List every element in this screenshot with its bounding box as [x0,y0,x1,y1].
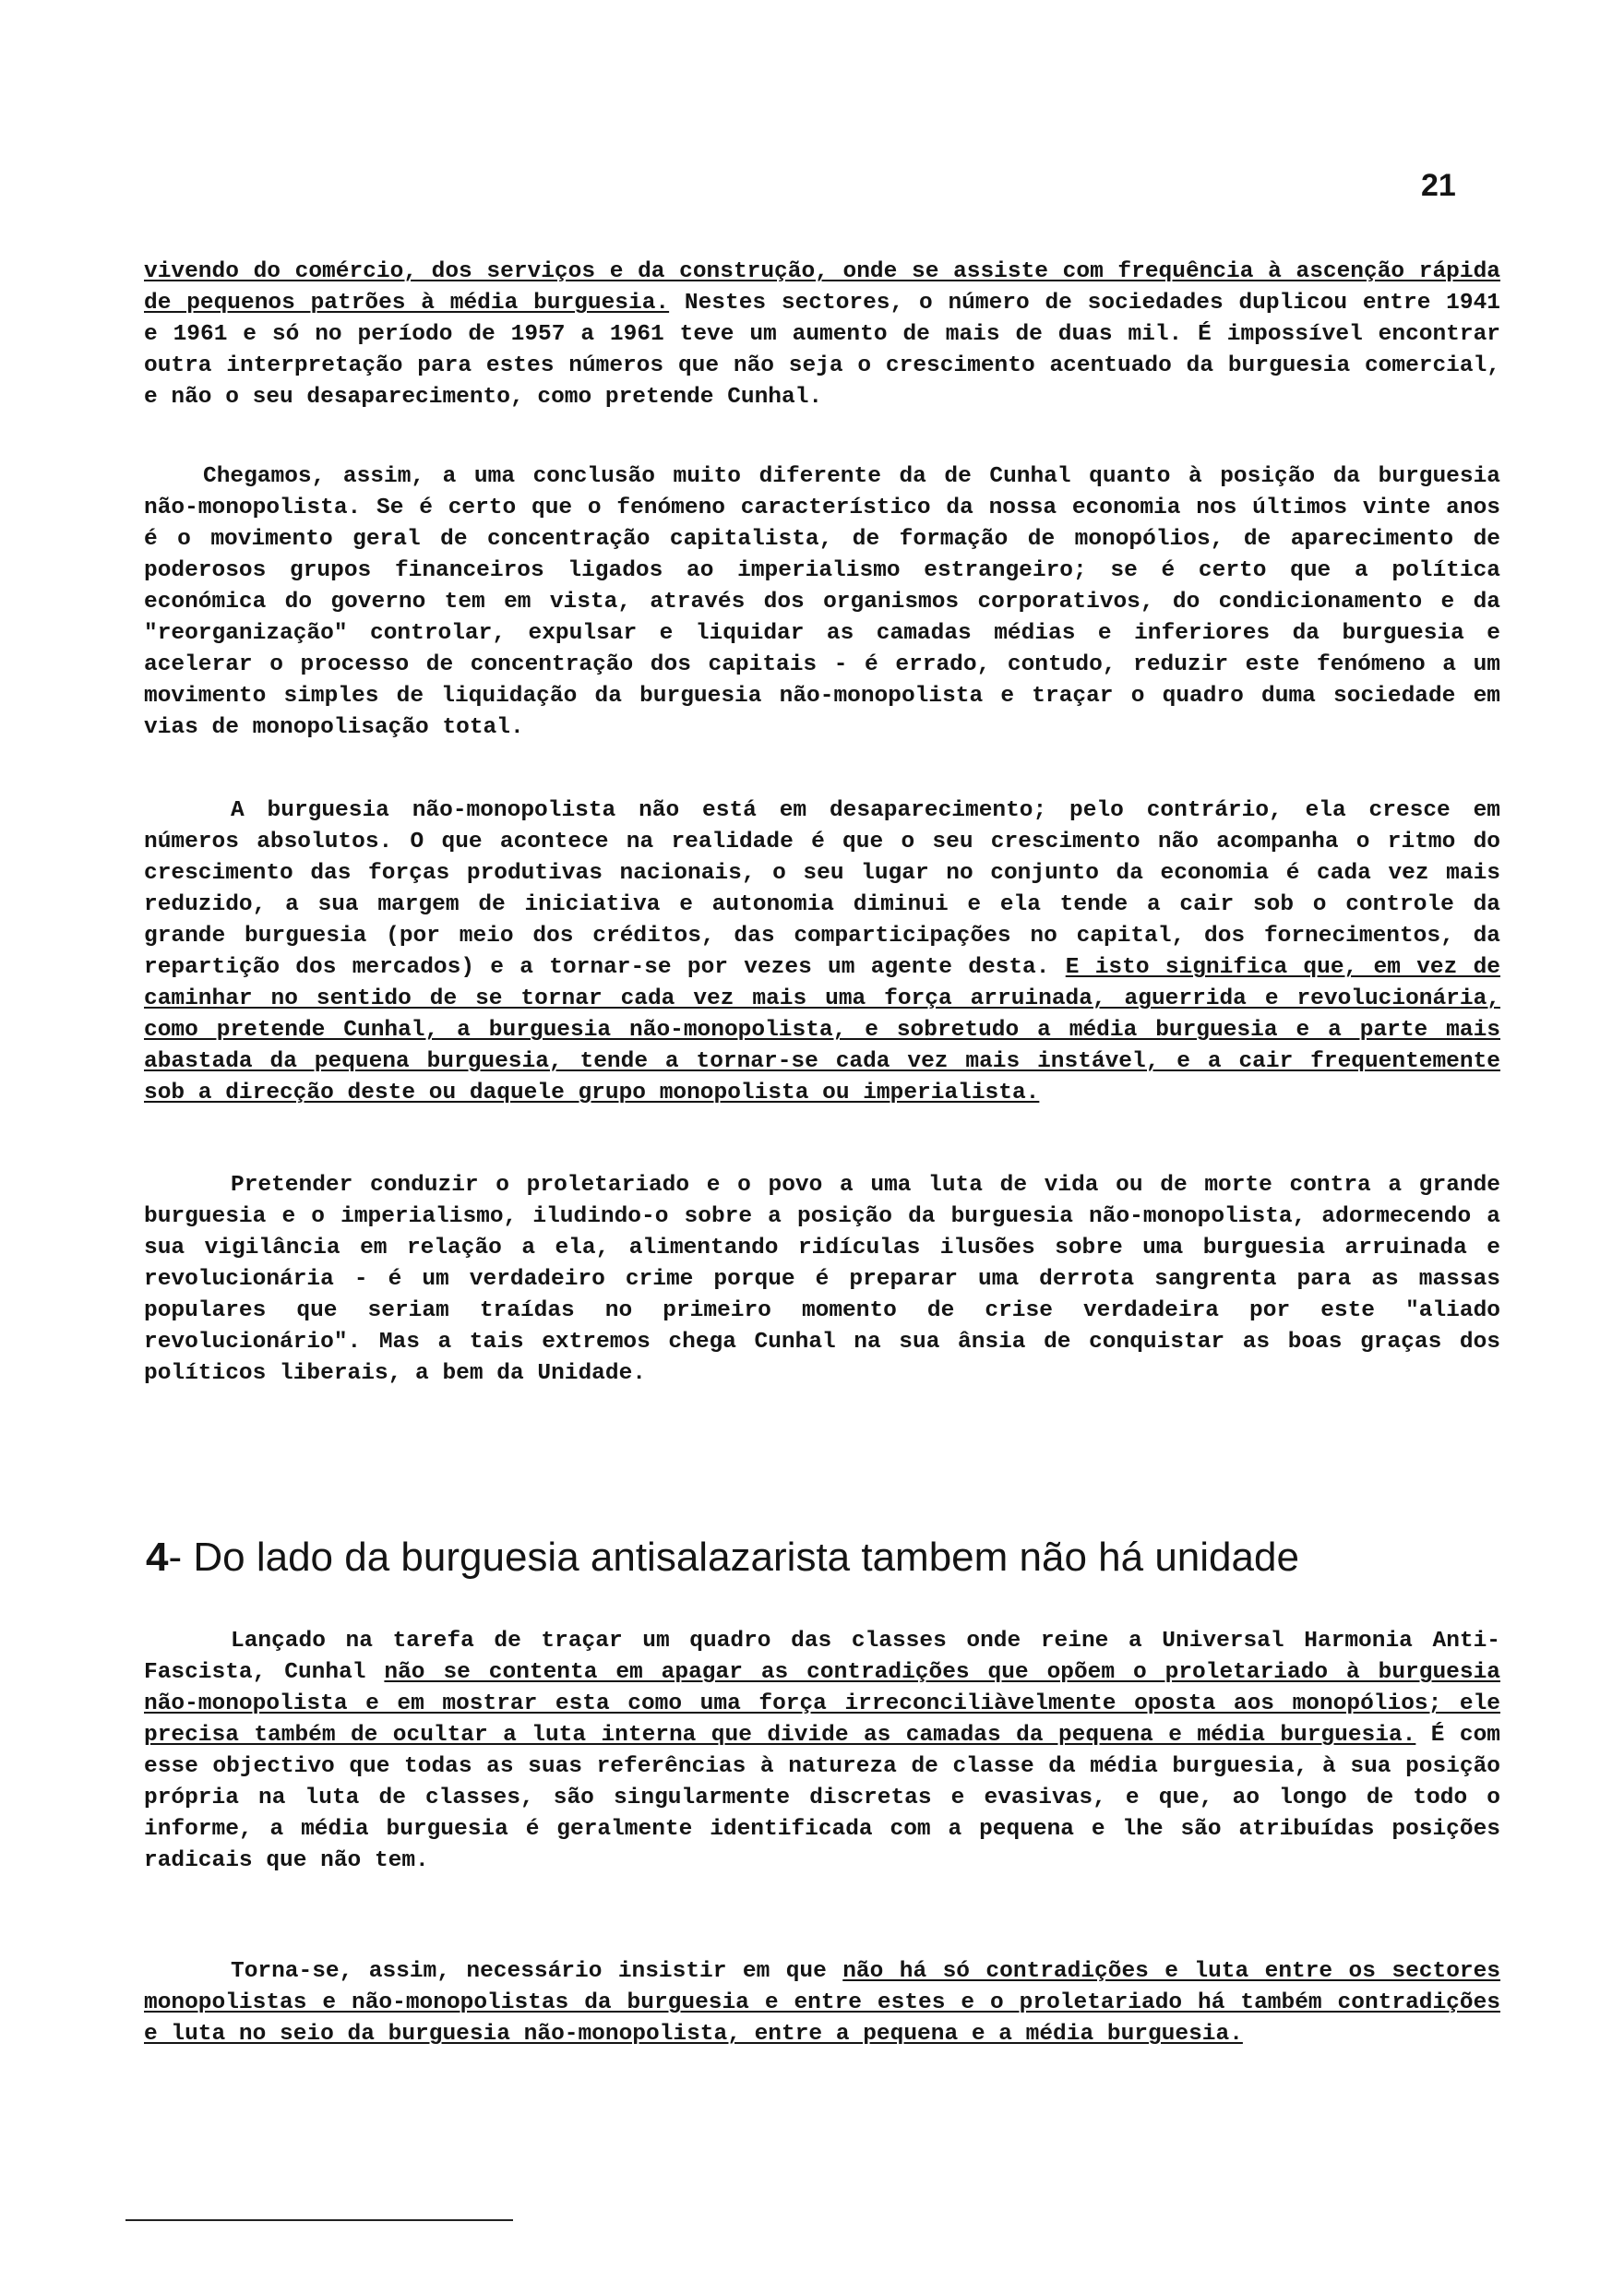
section-paragraph-1-rest: É com esse objectivo que todas as suas referências à natureza de classe da média burguesia, à sua posição própria na luta de classes, são singularmente discretas e evasivas, e que, ao longo de todo o informe, a média burguesia é geralmente identificada com a pequena e lhe são atribuídas posições radicais que não tem. [144,1723,1501,1873]
paragraph-2-body: Chegamos, assim, a uma conclusão muito diferente da de Cunhal quanto à posição da burguesia não-monopolista. Se é certo que o fenómeno característico da nossa economia nos últimos vinte anos é o movimento geral de concentração capitalista, de formação de monopólios, de aparecimento de poderosos grupos financeiros ligados ao imperialismo estrangeiro; se é certo que a política económica do governo tem em vista, através dos organismos corporativos, do condicionamento e da "reorganização" controlar, expulsar e liquidar as camadas médias e inferiores da burguesia e acelerar o processo de concentração dos capitais - é errado, contudo, reduzir este fenómeno a um movimento simples de liquidação da burguesia não-monopolista e traçar o quadro duma sociedade em vias de monopolisação total. [144,464,1500,740]
paragraph-1 [144,257,1500,413]
section-paragraph-1-underlined: não se contenta em apagar as contradições que opõem o proletariado à burguesia não-monopolista e em mostrar esta como uma força irreconciliàvelmente oposta aos monopólios; ele precisa também de ocultar a luta interna que divide as camadas da pequena e média burguesia. [144,1660,1500,1748]
paragraph-4 [144,1170,1500,1390]
closing-rule [125,2219,513,2221]
section-paragraph-1-lead: Lançado na tarefa de traçar um quadro das classes onde reine a Universal Harmonia Anti-Fascista, Cunhal [144,1629,1500,1685]
section-paragraph-2-underlined: não há só contradições e luta entre os sectores monopolistas e não-monopolistas da burguesia e entre estes e o proletariado há também contradições e luta no seio da burguesia não-monopolista, entre a pequena e a média burguesia. [144,1959,1501,2047]
paragraph-1-underlined: vivendo do comércio, dos serviços e da construção, onde se assiste com frequência à ascenção rápida de pequenos patrões à média burguesia. [144,259,1500,316]
page-number: 21 [1421,168,1456,203]
paragraph-3-underlined: E isto significa que, em vez de caminhar no sentido de se tornar cada vez mais uma força arruinada, aguerrida e revolucionária, como pretende Cunhal, a burguesia não-monopolista, e sobretudo a média burguesia e a parte mais abastada da pequena burguesia, tende a tornar-se cada vez mais instável, e a cair frequentemente sob a direcção deste ou daquele grupo monopolista ou imperialista. [144,955,1501,1105]
section-paragraph-2 [144,1956,1500,2050]
section-number: 4 [146,1535,169,1580]
paragraph-1-rest: Nestes sectores, o número de sociedades duplicou entre 1941 e 1961 e só no período de 1957 a 1961 teve um aumento de mais de duas mil. É impossível encontrar outra interpretação para estes números que não seja o crescimento acentuado da burguesia comercial, e não o seu desaparecimento, como pretende Cunhal. [144,291,1500,410]
paragraph-3-body: A burguesia não-monopolista não está em desaparecimento; pelo contrário, ela cresce em números absolutos. O que acontece na realidade é que o seu crescimento não acompanha o ritmo do crescimento das forças produtivas nacionais, o seu lugar no conjunto da economia é cada vez mais reduzido, a sua margem de iniciativa e autonomia diminui e ela tende a cair sob o controle da grande burguesia (por meio dos créditos, das comparticipações no capital, dos fornecimentos, da repartição dos mercados) e a tornar-se por vezes um agente desta. [144,798,1500,980]
paragraph-4-body: Pretender conduzir o proletariado e o povo a uma luta de vida ou de morte contra a grande burguesia e o imperialismo, iludindo-o sobre a posição da burguesia não-monopolista, adormecendo a sua vigilância em relação a ela, alimentando ridículas ilusões sobre uma burguesia arruinada e revolucionária - é um verdadeiro crime porque é preparar uma derrota sangrenta para as massas populares que seriam traídas no primeiro momento de crise verdadeira por este "aliado revolucionário". Mas a tais extremos chega Cunhal na sua ânsia de conquistar as boas graças dos políticos liberais, a bem da Unidade. [144,1173,1500,1386]
paragraph-3 [144,795,1500,1109]
section-heading [146,1532,1493,1583]
section-paragraph-1 [144,1626,1500,1877]
paragraph-2 [144,461,1500,744]
section-paragraph-2-lead: Torna-se, assim, necessário insistir em que [231,1959,843,1984]
section-title: - Do lado da burguesia antisalazarista tambem não há unidade [168,1535,1299,1580]
